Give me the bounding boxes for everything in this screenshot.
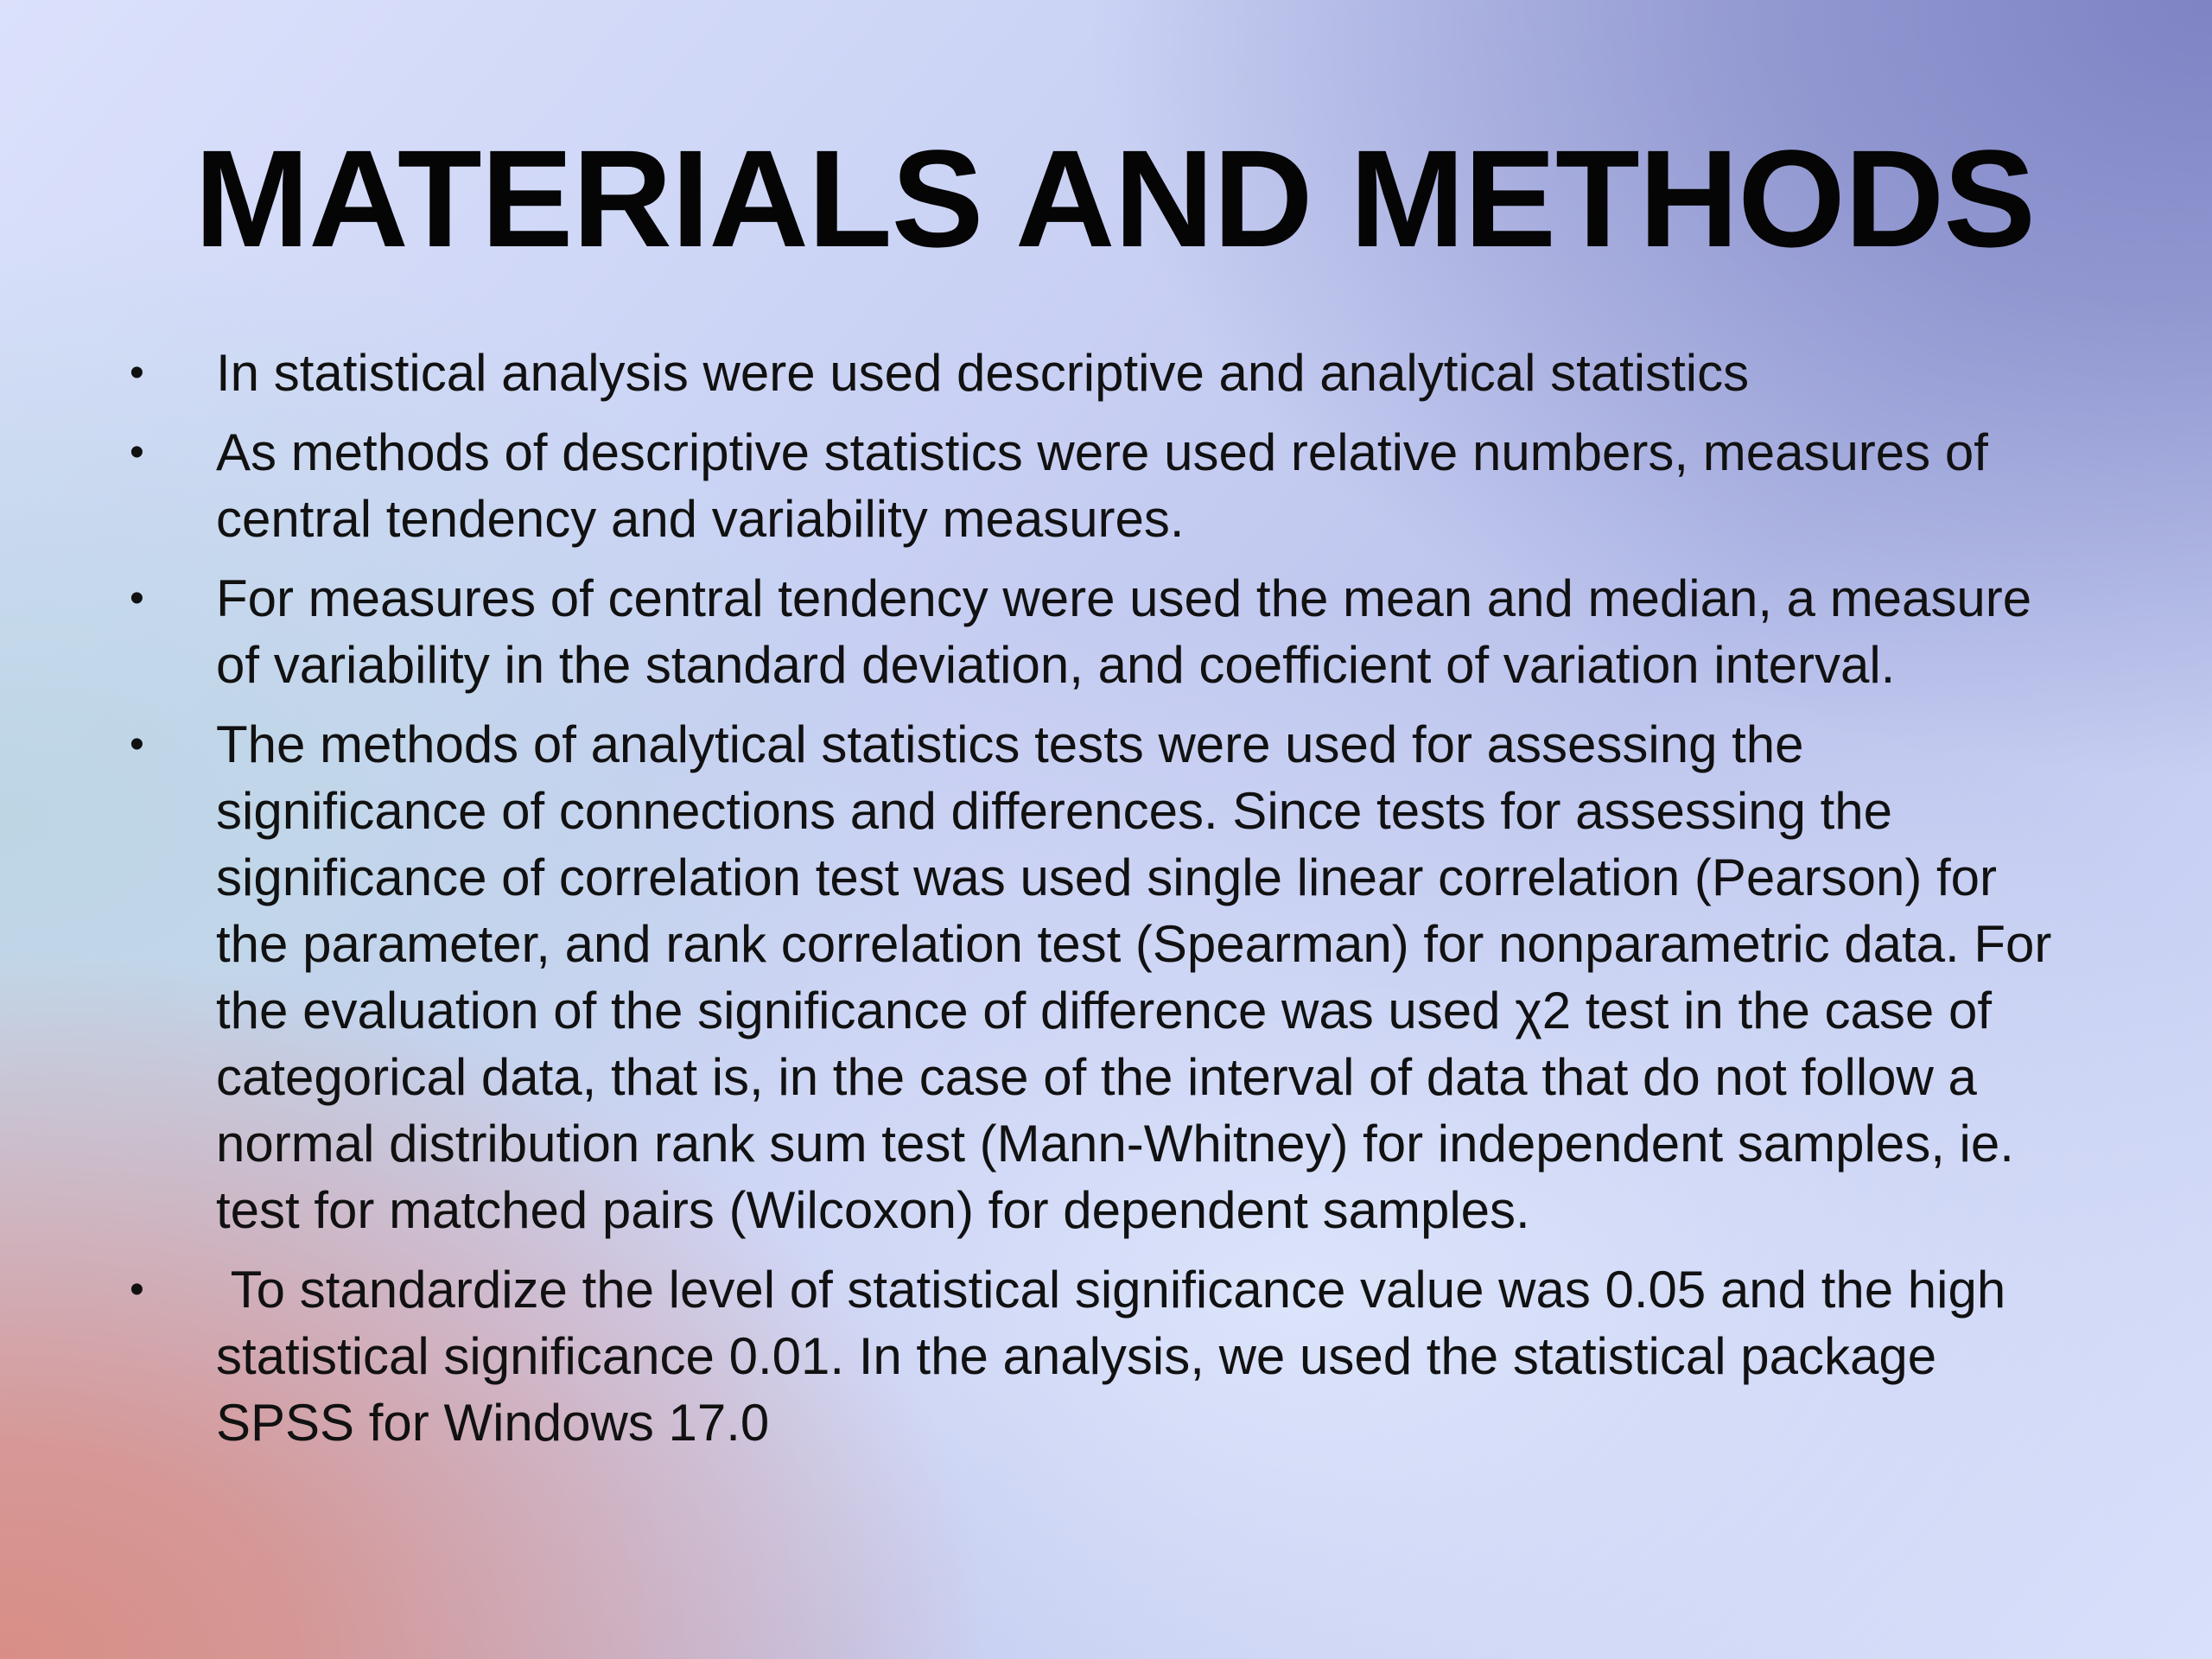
bullet-list — [130, 340, 2082, 1469]
bullet-icon: • — [130, 575, 144, 621]
bullet-text: In statistical analysis were used descriptive and analytical statistics — [216, 344, 1750, 402]
bullet-item — [130, 1256, 2082, 1456]
bullet-icon: • — [130, 1267, 144, 1313]
bullet-text: To standardize the level of statistical significance value was 0.05 and the high statistical significance 0.01. In the analysis, we used the statistical package SPSS for Windows 17.0 — [216, 1261, 2020, 1452]
bullet-text: As methods of descriptive statistics were used relative numbers, measures of central tendency and variability measures. — [216, 423, 1988, 548]
bullet-icon: • — [130, 721, 144, 767]
slide-title: MATERIALS AND METHODS — [194, 121, 2035, 276]
bullet-item — [130, 565, 2082, 698]
bullet-item — [130, 711, 2082, 1243]
bullet-text: For measures of central tendency were used the mean and median, a measure of variability in the standard deviation, and coefficient of variation interval. — [216, 569, 2032, 694]
bullet-item — [130, 419, 2082, 552]
bullet-icon: • — [130, 429, 144, 475]
bullet-item — [130, 340, 2082, 406]
bullet-text: The methods of analytical statistics tests were used for assessing the significance of connections and differences. Since tests for assessing the significance of correlation test was used single linear correlation (Pearson) for the parameter, and rank correlation test (Spearman) for nonparametric data. For the evaluation of the significance of difference was used χ2 test in the case of categorical data, that is, in the case of the interval of data that do not follow a normal distribution rank sum test (Mann-Whitney) for independent samples, ie. test for matched pairs (Wilcoxon) for dependent samples. — [216, 715, 2052, 1239]
bullet-icon: • — [130, 350, 144, 396]
